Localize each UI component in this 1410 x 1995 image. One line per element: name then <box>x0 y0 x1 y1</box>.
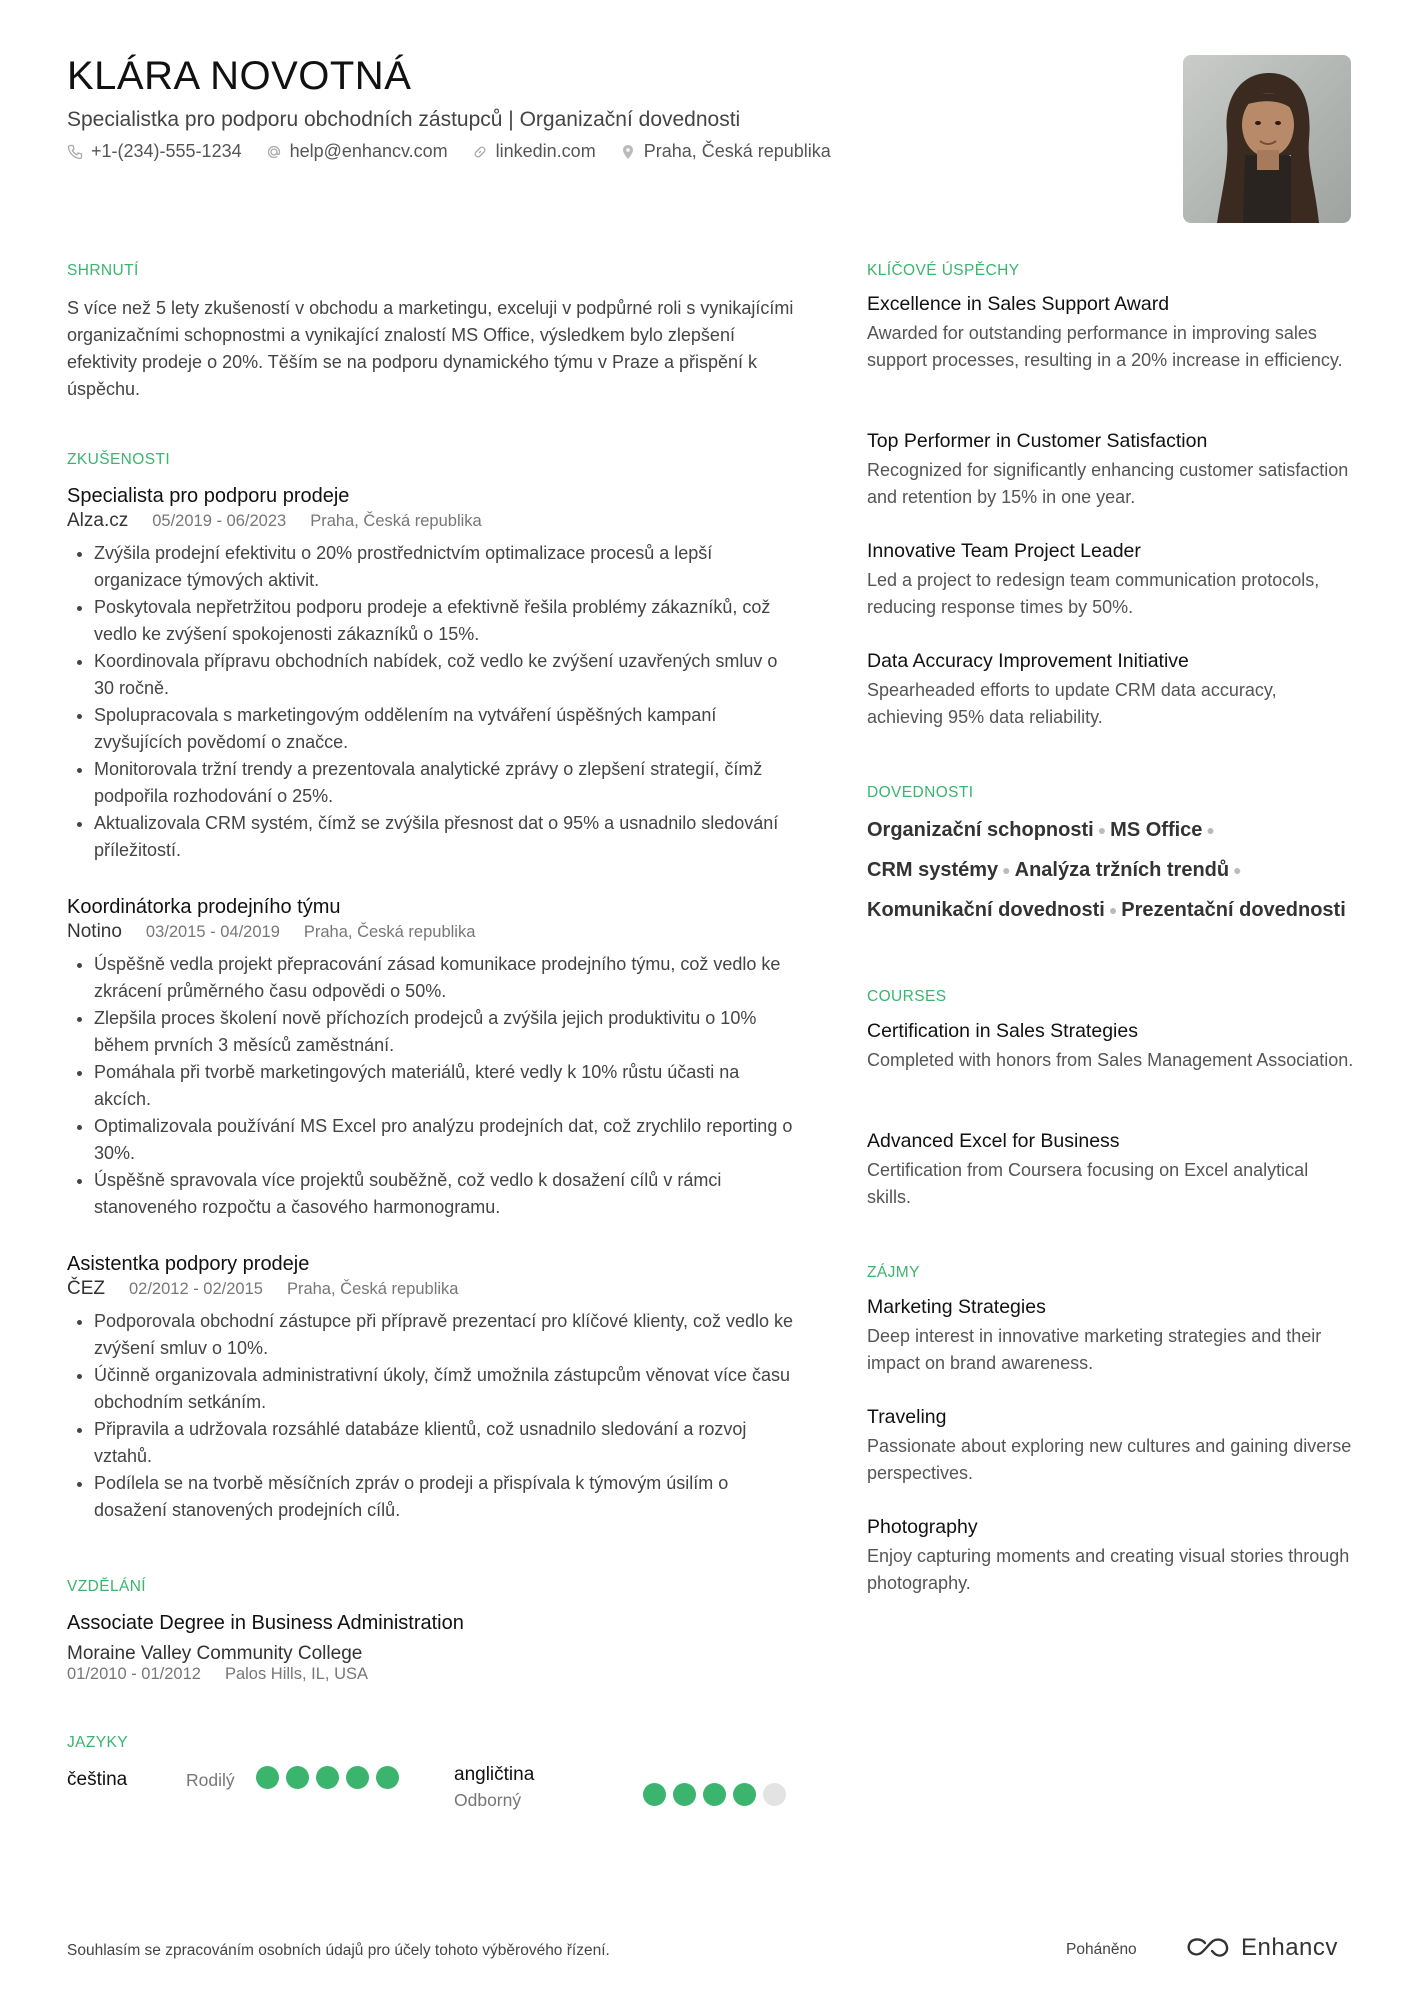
bullet-item: • Účinně organizovala administrativní úkoly, čímž umožnila zástupcům věnovat více času obchodním setkáním. <box>94 1362 797 1416</box>
interest-desc: Enjoy capturing moments and creating visual stories through photography. <box>867 1546 1350 1593</box>
bullet-item: • Koordinovala přípravu obchodních nabídek, což vedlo ke zvýšení uzavřených smluv o 30 ročně. <box>94 648 797 702</box>
courses-section-title: COURSES <box>867 988 947 1005</box>
rating-dot <box>733 1783 756 1806</box>
achievement-item <box>867 540 1357 621</box>
job-entry <box>67 485 797 864</box>
location-text: Praha, Česká republika <box>643 141 831 161</box>
achievement-title: Top Performer in Customer Satisfaction <box>867 430 1208 452</box>
education-degree: Associate Degree in Business Administration <box>67 1612 464 1634</box>
interest-item <box>867 1296 1357 1377</box>
location-pin-icon <box>620 144 636 160</box>
education-section-title: VZDĚLÁNÍ <box>67 1578 146 1595</box>
course-item <box>867 1020 1357 1074</box>
achievement-title: Excellence in Sales Support Award <box>867 293 1170 315</box>
bullet-item: • Monitorovala tržní trendy a prezentovala analytické zprávy o zlepšení strategií, čímž podpořila rozhodování o 25%. <box>94 756 797 810</box>
job-location: Praha, Česká republika <box>310 512 482 530</box>
rating-dot <box>643 1783 666 1806</box>
interest-title: Traveling <box>867 1406 947 1428</box>
interest-item <box>867 1406 1357 1487</box>
languages-section-title: JAZYKY <box>67 1734 128 1751</box>
at-icon <box>266 144 282 160</box>
interest-title: Photography <box>867 1516 978 1538</box>
job-bullets <box>67 540 797 864</box>
brand-name: Enhancv <box>1241 1934 1338 1961</box>
education-entry <box>67 1612 797 1684</box>
skill-separator: ● <box>1002 862 1011 878</box>
job-bullets <box>67 1308 797 1524</box>
skill-tag: Komunikační dovednosti <box>867 898 1105 921</box>
education-location: Palos Hills, IL, USA <box>224 1665 368 1683</box>
email-text: help@enhancv.com <box>289 141 448 161</box>
job-location: Praha, Česká republika <box>303 923 476 941</box>
summary-section <box>67 295 797 403</box>
job-meta <box>67 510 797 532</box>
job-dates: 03/2015 - 04/2019 <box>145 923 280 941</box>
bullet-item: • Úspěšně spravovala více projektů souběžně, což vedlo k dosažení cílů v rámci stanoveného rozpočtu a časového harmonogramu. <box>94 1167 797 1221</box>
education-school: Moraine Valley Community College <box>67 1643 363 1664</box>
achievement-title: Data Accuracy Improvement Initiative <box>867 650 1189 672</box>
candidate-name: KLÁRA NOVOTNÁ <box>67 54 412 98</box>
experience-section-title: ZKUŠENOSTI <box>67 451 171 468</box>
bullet-item: • Připravila a udržovala rozsáhlé databáze klientů, což usnadnilo sledování a rozvoj vztahů. <box>94 1416 797 1470</box>
achievement-item <box>867 293 1357 374</box>
language-level: Rodilý <box>186 1769 235 1790</box>
job-dates: 05/2019 - 06/2023 <box>152 512 287 530</box>
course-item <box>867 1130 1357 1211</box>
bullet-item: • Podílela se na tvorbě měsíčních zpráv o prodeji a přispívala k týmovým úsilím o dosažení stanovených prodejních cílů. <box>94 1470 797 1524</box>
candidate-subtitle: Specialistka pro podporu obchodních zástupců | Organizační dovednosti <box>67 108 741 131</box>
interest-item <box>867 1516 1357 1597</box>
linkedin-text: linkedin.com <box>495 141 596 161</box>
interest-desc: Passionate about exploring new cultures and gaining diverse perspectives. <box>867 1436 1352 1483</box>
contact-location <box>620 141 831 162</box>
job-company: Alza.cz <box>67 510 129 531</box>
link-icon <box>472 144 488 160</box>
skill-tag: MS Office <box>1110 818 1203 841</box>
achievement-desc: Awarded for outstanding performance in improving sales support processes, resulting in a 20% increase in efficiency. <box>867 323 1343 370</box>
skill-separator: ● <box>1206 822 1215 838</box>
consent-text: Souhlasím se zpracováním osobních údajů pro účely tohoto výběrového řízení. <box>67 1942 610 1959</box>
achievements-section-title: KLÍČOVÉ ÚSPĚCHY <box>867 262 1020 279</box>
skill-tag: CRM systémy <box>867 858 999 881</box>
job-role: Specialista pro podporu prodeje <box>67 485 350 507</box>
achievement-desc: Recognized for significantly enhancing customer satisfaction and retention by 15% in one year. <box>867 460 1349 507</box>
job-meta <box>67 1278 797 1300</box>
bullet-item: • Úspěšně vedla projekt přepracování zásad komunikace prodejního týmu, což vedlo ke zkrácení průměrného času odpovědi o 50%. <box>94 951 797 1005</box>
course-title: Certification in Sales Strategies <box>867 1020 1138 1042</box>
skills-section-title: DOVEDNOSTI <box>867 784 974 801</box>
profile-photo <box>1183 55 1351 223</box>
achievement-item <box>867 650 1357 731</box>
job-dates: 02/2012 - 02/2015 <box>129 1280 263 1298</box>
rating-dot <box>376 1766 399 1789</box>
skill-separator: ● <box>1108 902 1118 918</box>
bullet-item: • Pomáhala při tvorbě marketingových materiálů, které vedly k 10% růstu účasti na akcích. <box>94 1059 797 1113</box>
skill-separator: ● <box>1097 822 1107 838</box>
interest-desc: Deep interest in innovative marketing strategies and their impact on brand awareness. <box>867 1326 1322 1373</box>
achievement-item <box>867 430 1357 511</box>
contact-linkedin[interactable] <box>472 141 596 162</box>
enhancv-logo[interactable] <box>1185 1934 1338 1962</box>
enhancv-logo-icon <box>1185 1935 1231 1961</box>
course-desc: Certification from Coursera focusing on Excel analytical skills. <box>867 1160 1309 1207</box>
bullet-item: • Spolupracovala s marketingovým oddělením na vytváření úspěšných kampaní zvyšujících povědomí o značce. <box>94 702 797 756</box>
job-role: Koordinátorka prodejního týmu <box>67 896 341 918</box>
job-meta <box>67 921 797 943</box>
summary-text: S více než 5 lety zkušeností v obchodu a marketingu, exceluji v podpůrné roli s vynikajícími organizačními schopnostmi a vynikající znalostí MS Office, výsledkem bylo zlepšení efektivity prodeje o 20%. Těším se na podporu dynamického týmu v Praze a přispění k úspěchu. <box>67 298 794 399</box>
job-entry <box>67 896 797 1221</box>
language-level: Odborný <box>454 1790 522 1810</box>
rating-dot <box>316 1766 339 1789</box>
achievement-desc: Spearheaded efforts to update CRM data accuracy, achieving 95% data reliability. <box>867 680 1277 727</box>
bullet-item: • Optimalizovala používání MS Excel pro analýzu prodejních dat, což zrychlilo reporting o 30%. <box>94 1113 797 1167</box>
skills-row <box>867 810 1357 850</box>
job-entry <box>67 1253 797 1524</box>
bullet-item: • Zvýšila prodejní efektivitu o 20% prostřednictvím optimalizace procesů a lepší organizace týmových aktivit. <box>94 540 797 594</box>
education-meta <box>67 1665 797 1684</box>
language-name: angličtina <box>454 1764 535 1785</box>
bullet-item: • Zlepšila proces školení nově příchozích prodejců a zvýšila jejich produktivitu o 10% během prvních 3 měsíců zaměstnání. <box>94 1005 797 1059</box>
rating-dot <box>673 1783 696 1806</box>
phone-text: +1-(234)-555-1234 <box>91 141 242 161</box>
contact-email[interactable] <box>266 141 448 162</box>
rating-dot <box>346 1766 369 1789</box>
skill-tag: Organizační schopnosti <box>867 818 1094 841</box>
interests-section-title: ZÁJMY <box>867 1264 920 1281</box>
language-item <box>67 1766 406 1794</box>
skills-row <box>867 890 1357 930</box>
contact-bar <box>67 141 831 162</box>
skill-tag: Analýza tržních trendů <box>1014 858 1230 881</box>
rating-dot <box>703 1783 726 1806</box>
language-rating <box>643 1783 793 1811</box>
rating-dot <box>256 1766 279 1789</box>
achievement-desc: Led a project to redesign team communication protocols, reducing response times by 50%. <box>867 570 1320 617</box>
skills-list <box>867 810 1357 930</box>
achievement-title: Innovative Team Project Leader <box>867 540 1141 562</box>
language-rating <box>256 1766 406 1794</box>
powered-by-text: Poháněno <box>1066 1941 1137 1958</box>
bullet-item: • Podporovala obchodní zástupce při přípravě prezentací pro klíčové klienty, což vedlo ke zvýšení smluv o 10%. <box>94 1308 797 1362</box>
rating-dot <box>286 1766 309 1789</box>
job-company: Notino <box>67 921 122 942</box>
course-desc: Completed with honors from Sales Management Association. <box>867 1050 1354 1070</box>
summary-section-title: SHRNUTÍ <box>67 262 139 279</box>
education-dates: 01/2010 - 01/2012 <box>67 1665 201 1683</box>
interest-title: Marketing Strategies <box>867 1296 1046 1318</box>
skill-separator: ● <box>1233 862 1242 878</box>
job-bullets <box>67 951 797 1221</box>
phone-icon <box>67 144 83 160</box>
skills-row <box>867 850 1357 890</box>
job-role: Asistentka podpory prodeje <box>67 1253 310 1275</box>
course-title: Advanced Excel for Business <box>867 1130 1120 1152</box>
bullet-item: • Aktualizovala CRM systém, čímž se zvýšila přesnost dat o 95% a usnadnilo sledování příležitostí. <box>94 810 797 864</box>
rating-dot <box>763 1783 786 1806</box>
contact-phone[interactable] <box>67 141 242 162</box>
language-name: čeština <box>67 1769 128 1790</box>
job-location: Praha, Česká republika <box>286 1280 459 1298</box>
skill-tag: Prezentační dovednosti <box>1121 898 1346 921</box>
job-company: ČEZ <box>67 1278 105 1299</box>
bullet-item: • Poskytovala nepřetržitou podporu prodeje a efektivně řešila problémy zákazníků, což vedlo ke zvýšení spokojenosti zákazníků o 15%. <box>94 594 797 648</box>
